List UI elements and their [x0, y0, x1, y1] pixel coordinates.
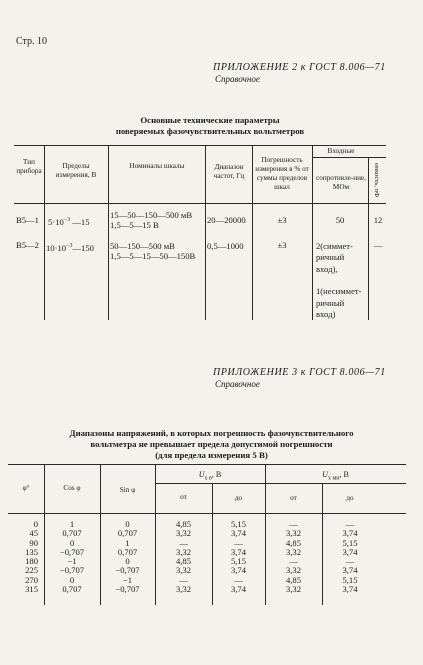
phi-column: 0 45 90 135 180 225 270 315 — [25, 519, 38, 595]
header-uxm-to: до — [346, 494, 354, 502]
page-label: Стр. 10 — [16, 36, 48, 47]
row2-limits: $10\cdot 10^{-3}—150$ — [46, 242, 94, 253]
row1-limits: $5\cdot 10^{-3}$ —15 — [48, 216, 90, 227]
header-phi: φ° — [22, 484, 30, 492]
cos-column: 1 0,707 0 −0,707 −1 −0,707 0 0,707 — [59, 519, 85, 595]
header-cos: Cos φ — [63, 484, 81, 492]
uxm-from-column: — 3,32 4,85 3,32 — 3,32 4,85 3,32 — [285, 519, 302, 595]
ux-to-column: 5,15 3,74 — 3,74 5,15 3,74 — 3,74 — [230, 519, 247, 595]
header-uxm-from: от — [290, 494, 297, 502]
row1-scale-2: 1,5—5—15 В — [110, 220, 159, 230]
row2-resistance: 2(симмет- ричный вход), 1(несиммет- ричный вход) — [316, 241, 362, 320]
row2-scale-1: 50—150—500 мВ — [110, 241, 175, 251]
row1-type: В5—1 — [16, 215, 39, 225]
row2-type: В5—2 — [16, 240, 39, 250]
header-capacity: емкость, пФ — [373, 163, 380, 198]
appendix-3-heading: ПРИЛОЖЕНИЕ 3 к ГОСТ 8.006—71 — [213, 367, 386, 378]
header-ux-from: от — [180, 493, 187, 501]
row2-scale-2: 1,5—5—15—50—150В — [110, 251, 196, 261]
header-type: Тип прибора — [16, 158, 42, 175]
header-input: Входные — [327, 147, 355, 155]
ux-from-column: 4,85 3,32 — 3,32 4,85 3,32 — 3,32 — [175, 519, 192, 595]
row1-resistance: 50 — [335, 215, 345, 225]
header-frequency: Диапазон частот, Гц — [213, 163, 245, 180]
header-ux: $U_{x в}$, В — [198, 470, 222, 482]
appendix-2-note: Справочное — [215, 74, 260, 84]
header-scales: Номиналы шкалы — [129, 162, 185, 170]
row1-capacity: 12 — [373, 215, 383, 225]
row2-frequency: 0,5—1000 — [207, 241, 244, 251]
appendix-2-title: Основные технические параметры поверяемых фазочувствительных вольтметров — [115, 115, 305, 136]
row2-capacity: — — [373, 240, 383, 250]
header-resistance: сопротивле-ние, МОм — [316, 174, 366, 191]
uxm-to-column: — 3,74 5,15 3,74 — 3,74 5,15 3,74 — [342, 519, 358, 595]
row1-error: ±3 — [277, 215, 287, 225]
header-error: Погрешность измерения в % от суммы пределов шкал — [255, 156, 309, 191]
appendix-3-note: Справочное — [215, 379, 260, 389]
header-sin: Sin φ — [119, 486, 136, 494]
header-ux-to: до — [234, 494, 243, 502]
row1-scale-1: 15—50—150—500 мВ — [110, 210, 193, 220]
header-limits: Пределы измерения, В — [55, 162, 97, 179]
sin-column: 0 0,707 1 0,707 0 −0,707 −1 −0,707 — [115, 519, 140, 595]
appendix-2-heading: ПРИЛОЖЕНИЕ 2 к ГОСТ 8.006—71 — [213, 62, 386, 73]
appendix-3-title: Диапазоны напряжений, в которых погрешность фазочувствительного вольтметра не превышает предела допустимой погрешности (для предела измерения 5 В) — [69, 428, 354, 460]
header-uxm: $U_{x мн}$, В — [322, 470, 349, 482]
row1-frequency: 20—20000 — [207, 215, 246, 225]
row2-error: ±3 — [277, 240, 287, 250]
